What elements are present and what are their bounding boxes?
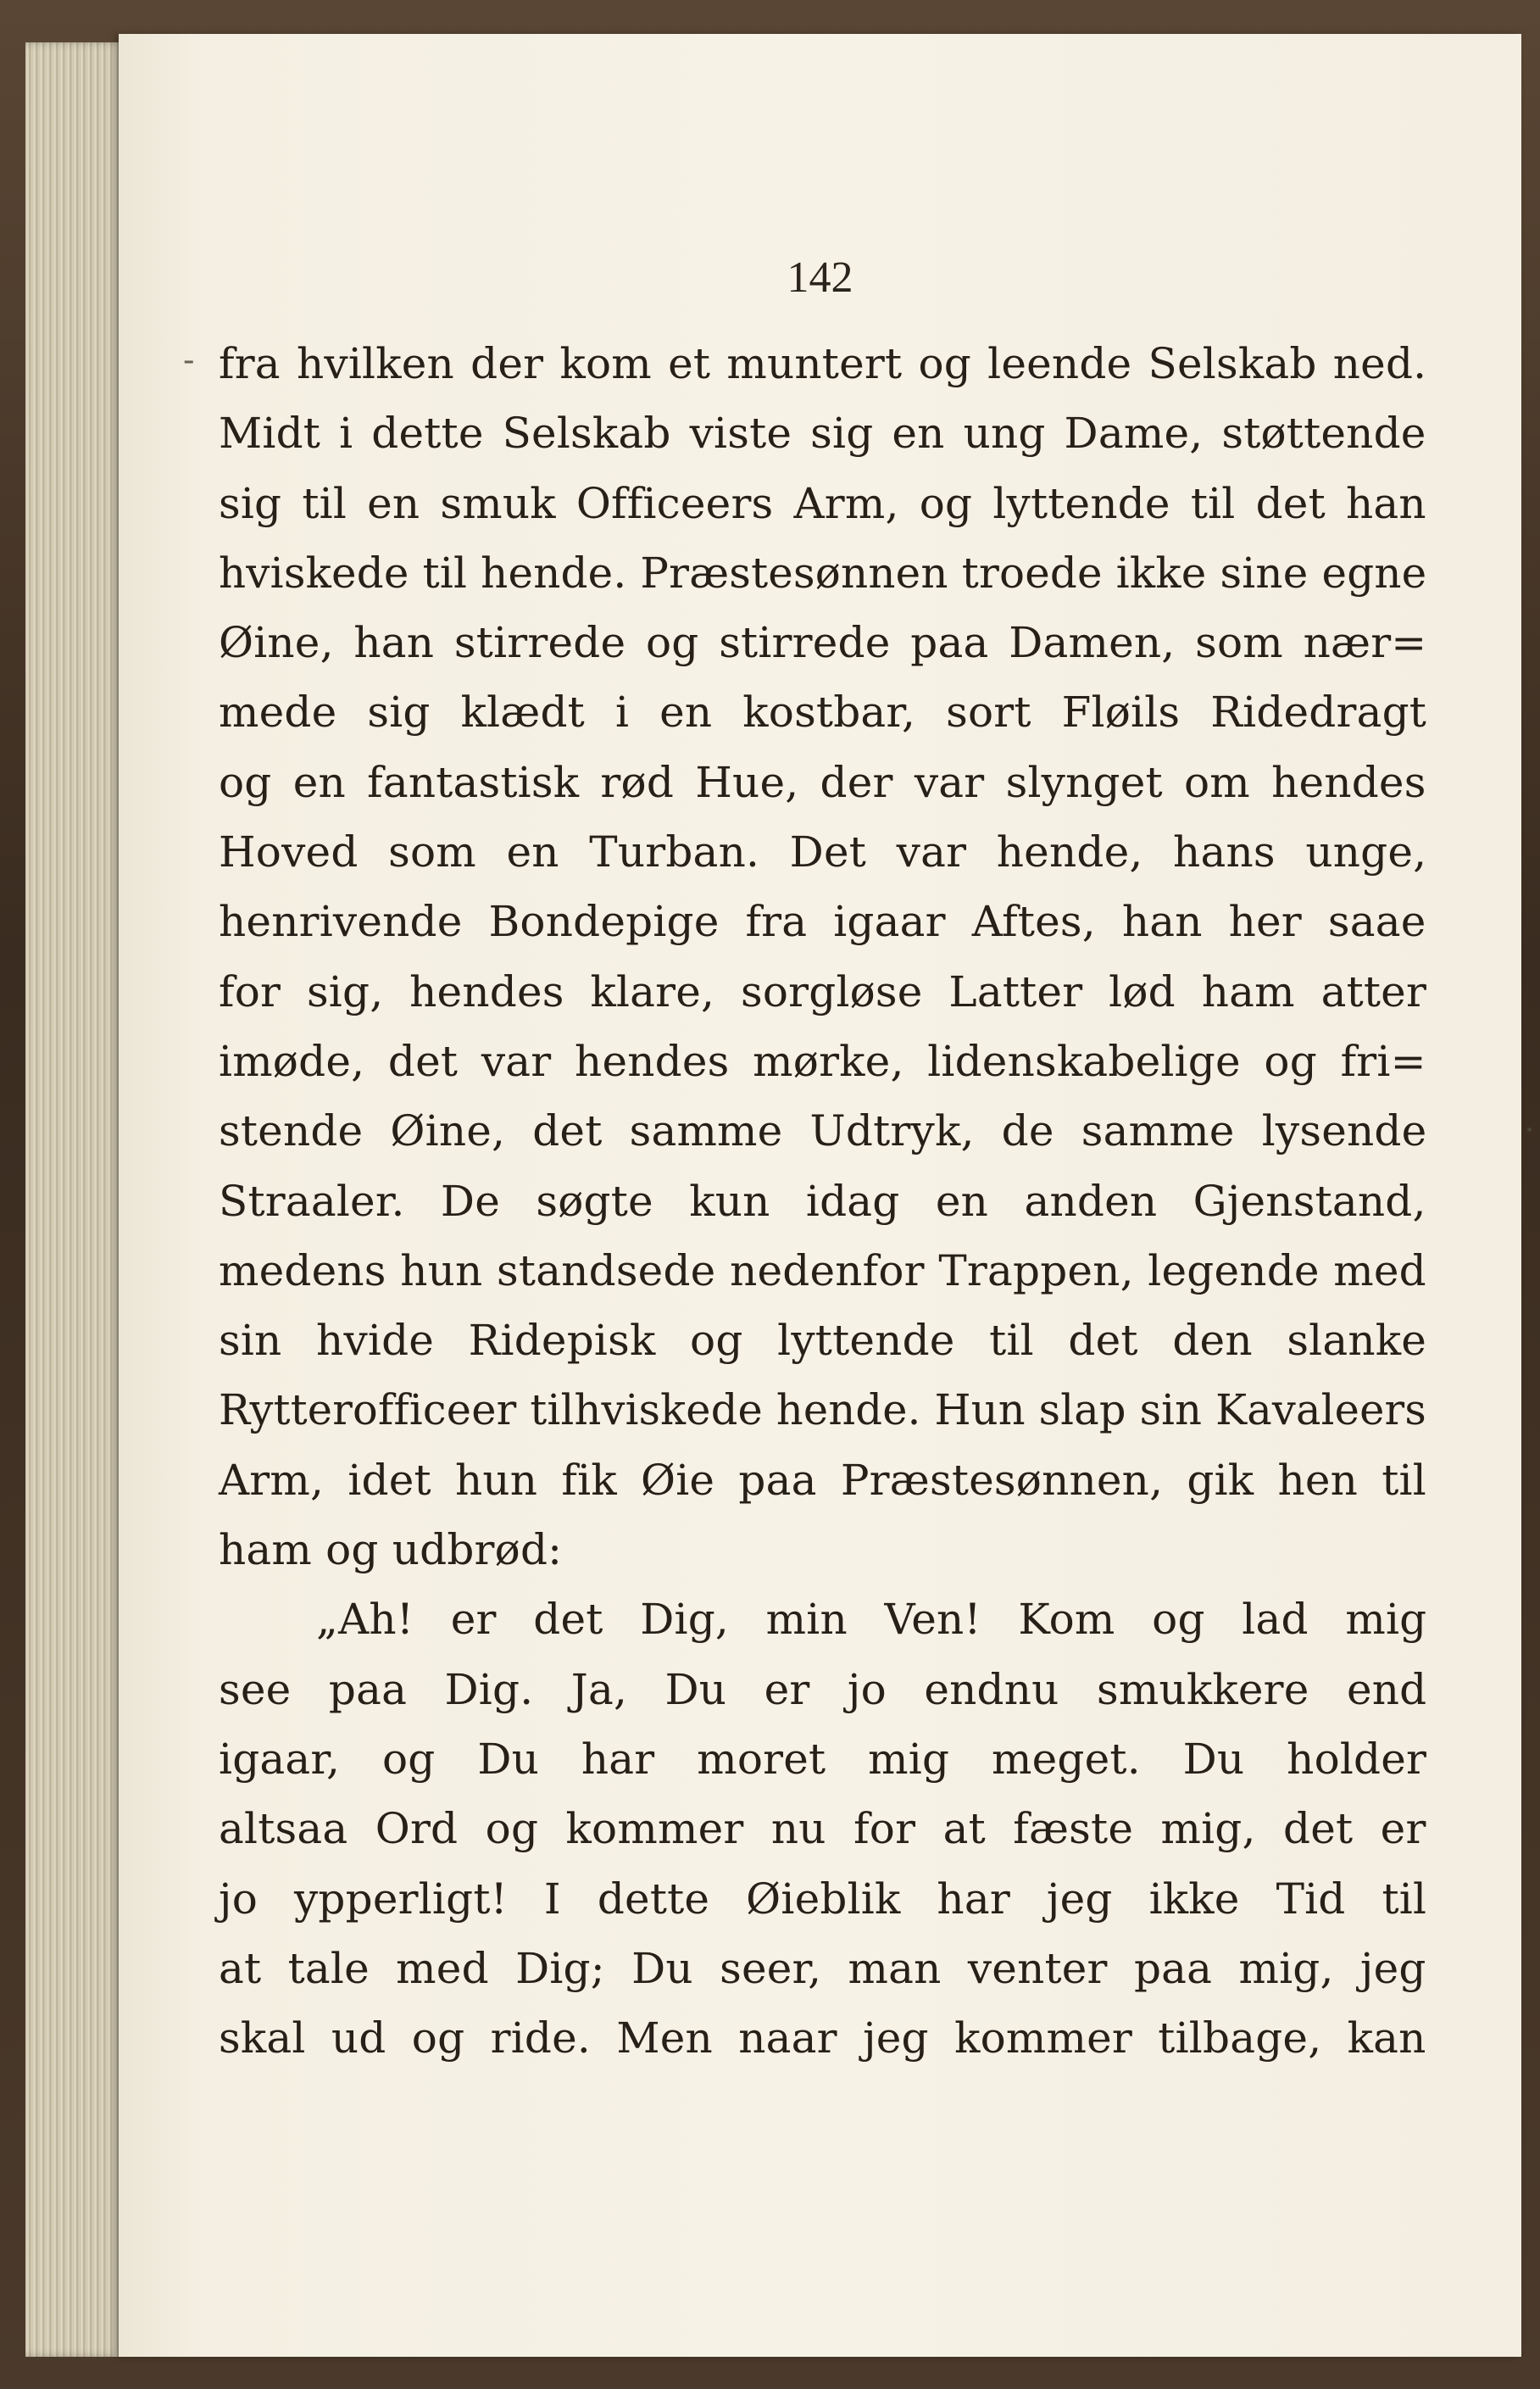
text-line: sin hvide Ridepisk og lyttende til det den slanke: [219, 1316, 1427, 1366]
text-line: imøde, det var hendes mørke, lidenskabelige og fri=: [219, 1036, 1426, 1086]
body-text: [219, 329, 1426, 2073]
text-line: altsaa Ord og kommer nu for at fæste mig, det er: [219, 1804, 1426, 1854]
page-edges: [25, 42, 123, 2357]
text-line: igaar, og Du har moret mig meget. Du holder: [219, 1734, 1427, 1784]
text-line: Rytterofficeer tilhviskede hende. Hun slap sin Kavaleers: [219, 1385, 1426, 1435]
text-line: ham og udbrød:: [219, 1525, 563, 1575]
text-line: „Ah! er det Dig, min Ven! Kom og lad mig: [316, 1595, 1427, 1645]
paper-speck: [1527, 1128, 1532, 1132]
text-line: jo ypperligt! I dette Øieblik har jeg ikke Tid til: [219, 1874, 1427, 1924]
text-line: Hoved som en Turban. Det var hende, hans unge,: [219, 827, 1427, 877]
text-line: mede sig klædt i en kostbar, sort Fløils Ridedragt: [219, 688, 1427, 738]
text-line: stende Øine, det samme Udtryk, de samme lysende: [219, 1106, 1427, 1156]
text-line: henrivende Bondepige fra igaar Aftes, han her saae: [219, 897, 1426, 947]
text-line: see paa Dig. Ja, Du er jo endnu smukkere end: [219, 1664, 1427, 1714]
text-line: at tale med Dig; Du seer, man venter paa mig, jeg: [219, 1943, 1426, 1993]
text-line: og en fantastisk rød Hue, der var slynget om hendes: [219, 757, 1426, 807]
page-number: 142: [787, 253, 853, 302]
text-line: for sig, hendes klare, sorgløse Latter lød ham atter: [219, 966, 1427, 1016]
text-line: hviskede til hende. Præstesønnen troede ikke sine egne: [219, 548, 1427, 598]
text-line: Midt i dette Selskab viste sig en ung Dame, støttende: [219, 409, 1426, 459]
text-line: sig til en smuk Officeers Arm, og lyttende til det han: [219, 478, 1426, 528]
text-line: Arm, idet hun fik Øie paa Præstesønnen, gik hen til: [219, 1455, 1426, 1505]
text-line: medens hun standsede nedenfor Trappen, legende med: [219, 1245, 1426, 1295]
text-line: Straaler. De søgte kun idag en anden Gjenstand,: [219, 1176, 1426, 1226]
text-line: skal ud og ride. Men naar jeg kommer tilbage, kan: [219, 2013, 1426, 2063]
margin-mark: -: [183, 341, 195, 380]
text-line: Øine, han stirrede og stirrede paa Damen, som nær=: [219, 618, 1427, 668]
text-line: fra hvilken der kom et muntert og leende Selskab ned.: [219, 339, 1427, 388]
